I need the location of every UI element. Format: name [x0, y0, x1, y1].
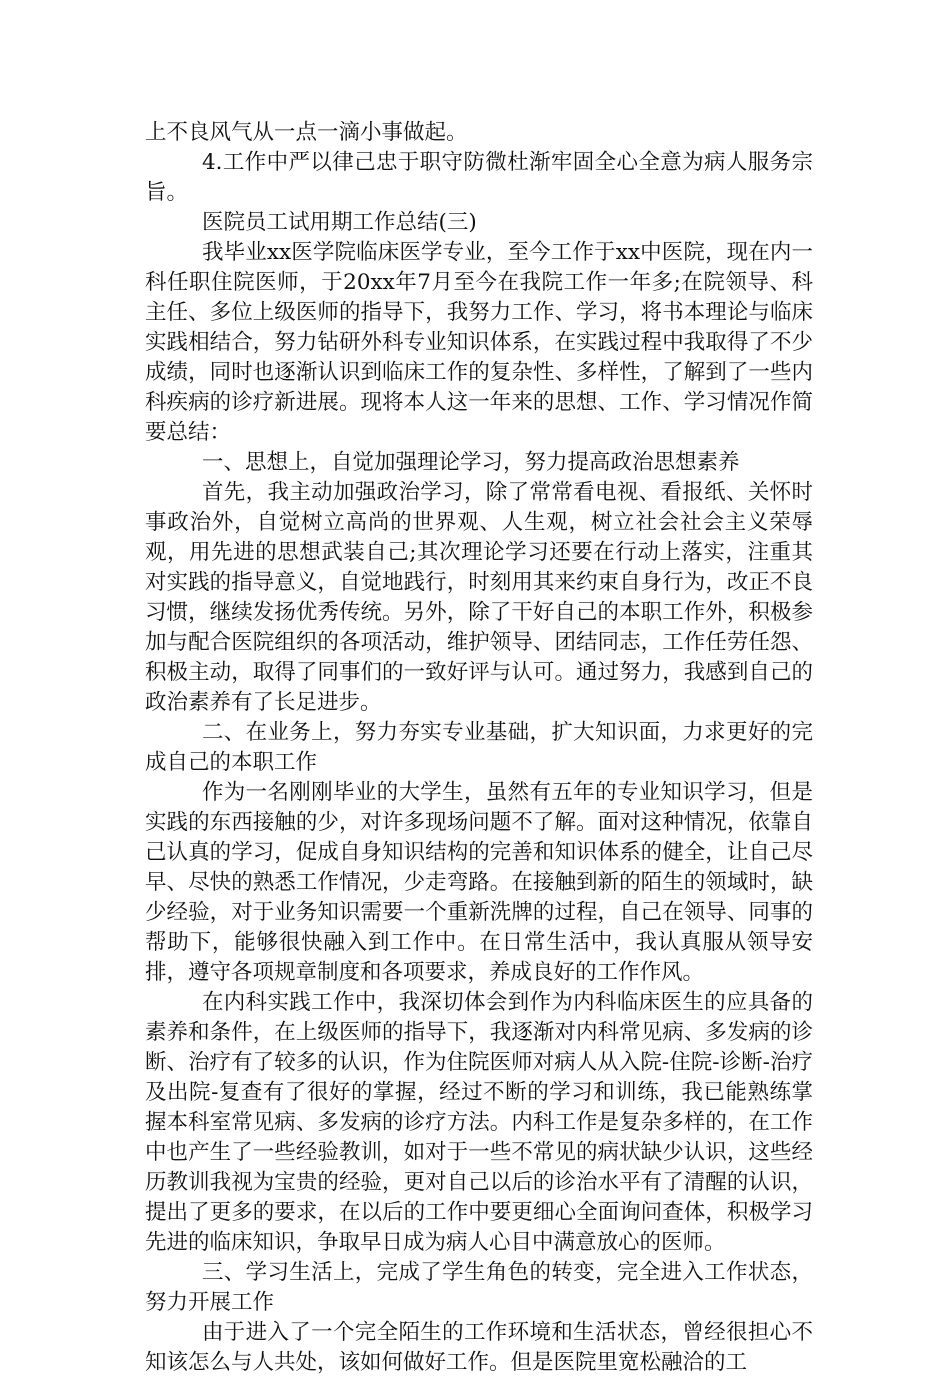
paragraph-business: 作为一名刚刚毕业的大学生，虽然有五年的专业知识学习，但是实践的东西接触的少，对许多现场问题不了解。面对这种情况，依靠自己认真的学习，促成自身知识结构的完善和知识体系的健全，让自己尽早、尽快的熟悉工作情况，少走弯路。在接触到新的陌生的领域时，缺少经验，对于业务知识需要一个重新洗牌的过程，自己在领导、同事的帮助下，能够很快融入到工作中。在日常生活中，我认真服从领导安排，遵守各项规章制度和各项要求，养成良好的工作作风。 [145, 780, 813, 985]
paragraph-intro: 我毕业xx医学院临床医学专业，至今工作于xx中医院，现在内一科任职住院医师，于20xx年7月至今在我院工作一年多;在院领导、科主任、多位上级医师的指导下，我努力工作、学习，将书本理论与临床实践相结合，努力钻研外科专业知识体系，在实践过程中我取得了不少成绩，同时也逐渐认识到临床工作的复杂性、多样性，了解到了一些内科疾病的诊疗新进展。现将本人这一年来的思想、工作、学习情况作简要总结： [145, 240, 813, 445]
paragraph-2: 4.工作中严以律己忠于职守防微杜渐牢固全心全意为病人服务宗旨。 [145, 150, 813, 205]
document-body [145, 118, 813, 1378]
paragraph-study-life: 由于进入了一个完全陌生的工作环境和生活状态，曾经很担心不知该怎么与人共处，该如何做好工作。但是医院里宽松融洽的工 [145, 1320, 813, 1375]
heading-business: 二、在业务上，努力夯实专业基础，扩大知识面，力求更好的完成自己的本职工作 [145, 720, 813, 775]
paragraph-1: 上不良风气从一点一滴小事做起。 [145, 120, 468, 145]
heading-study-life: 三、学习生活上，完成了学生角色的转变，完全进入工作状态，努力开展工作 [145, 1260, 813, 1315]
paragraph-ideology: 首先，我主动加强政治学习，除了常常看电视、看报纸、关怀时事政治外，自觉树立高尚的世界观、人生观，树立社会社会主义荣辱观，用先进的思想武装自己;其次理论学习还要在行动上落实，注重其对实践的指导意义，自觉地践行，时刻用其来约束自身行为，改正不良习惯，继续发扬优秀传统。另外，除了干好自己的本职工作外，积极参加与配合医院组织的各项活动，维护领导、团结同志，工作任劳任怨、积极主动，取得了同事们的一致好评与认可。通过努力，我感到自己的政治素养有了长足进步。 [145, 480, 813, 715]
heading-ideology: 一、思想上，自觉加强理论学习，努力提高政治思想素养 [201, 450, 740, 475]
section-title: 医院员工试用期工作总结(三) [201, 210, 477, 235]
paragraph-internal-medicine: 在内科实践工作中，我深切体会到作为内科临床医生的应具备的素养和条件，在上级医师的指导下，我逐渐对内科常见病、多发病的诊断、治疗有了较多的认识，作为住院医师对病人从入院-住院-诊断-治疗及出院-复查有了很好的掌握，经过不断的学习和训练，我已能熟练掌握本科室常见病、多发病的诊疗方法。内科工作是复杂多样的，在工作中也产生了一些经验教训，如对于一些不常见的病状缺少认识，这些经历教训我视为宝贵的经验，更对自己以后的诊治水平有了清醒的认识，提出了更多的要求，在以后的工作中要更细心全面询问查体，积极学习先进的临床知识，争取早日成为病人心目中满意放心的医师。 [145, 990, 813, 1255]
